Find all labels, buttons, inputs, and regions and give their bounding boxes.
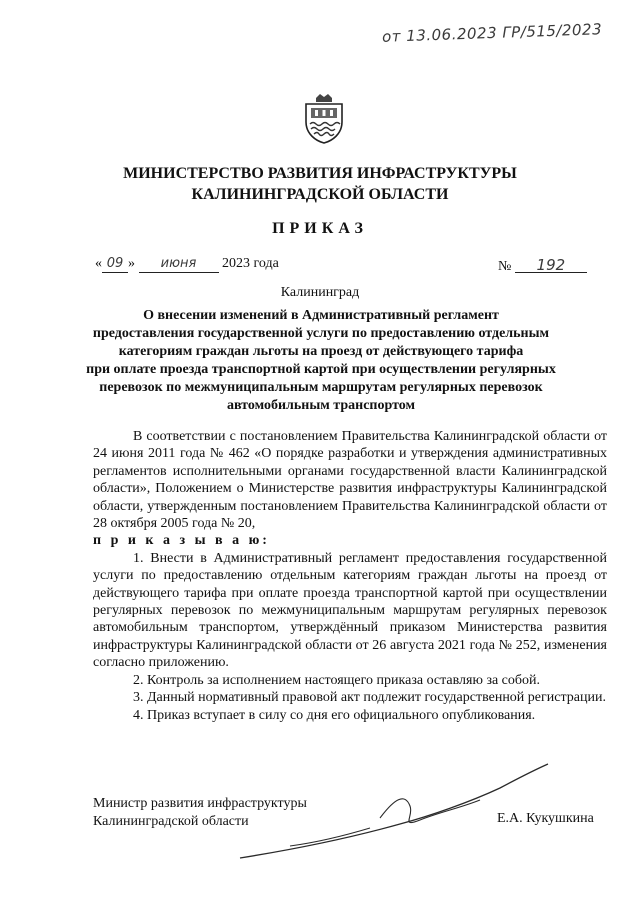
number-field bbox=[515, 256, 587, 273]
signer-name: Е.А. Кукушкина bbox=[497, 811, 594, 826]
date-month-field bbox=[139, 256, 219, 273]
order-word: п р и к а з ы в а ю: bbox=[93, 533, 270, 549]
number-value: 192 bbox=[536, 256, 566, 274]
date-year: 2023 года bbox=[222, 256, 279, 271]
document-type-title: ПРИКАЗ bbox=[272, 220, 368, 237]
order-subject bbox=[80, 307, 562, 415]
date-close-quote: » bbox=[128, 256, 135, 271]
subject-line: категориям граждан льготы на проезд от действующего тарифа bbox=[118, 344, 524, 359]
preamble: В соответствии с постановлением Правительства Калининградской области от 24 июня 2011 года № 462 «О порядке разработки и утверждения административных регламентов исполнительными органами государственной власти Калининградской области», Положением о Министерстве развития инфраструктуры Калининградской области, утвержденным постановлением Правительства Калининградской области от 28 октября 2005 года № 20, bbox=[93, 429, 607, 532]
signer-position-line1: Министр развития инфраструктуры bbox=[93, 796, 307, 811]
order-item: 2. Контроль за исполнением настоящего приказа оставляю за собой. bbox=[133, 672, 541, 688]
subject-line: О внесении изменений в Административный регламент bbox=[143, 308, 499, 323]
number-label: № bbox=[498, 259, 512, 274]
ministry-name-line2: КАЛИНИНГРАДСКОЙ ОБЛАСТИ bbox=[191, 186, 449, 203]
date-open-quote: « bbox=[95, 256, 102, 271]
subject-line: автомобильным транспортом bbox=[226, 398, 416, 413]
date-day: 09 bbox=[106, 256, 124, 271]
date-month: июня bbox=[160, 256, 197, 271]
registration-note: от 13.06.2023 ГР/515/2023 bbox=[381, 20, 603, 46]
order-item: 3. Данный нормативный правовой акт подлежит государственной регистрации. bbox=[133, 690, 606, 706]
order-body bbox=[93, 428, 607, 724]
signer-position-line2: Калининградской области bbox=[93, 814, 249, 829]
city: Калининград bbox=[280, 285, 360, 300]
coat-of-arms-emblem-icon bbox=[302, 92, 346, 144]
order-number bbox=[498, 256, 587, 275]
subject-line: при оплате проезда транспортной картой при осуществлении регулярных bbox=[86, 362, 556, 377]
ministry-name-line1: МИНИСТЕРСТВО РАЗВИТИЯ ИНФРАСТРУКТУРЫ bbox=[123, 165, 517, 182]
order-item: 4. Приказ вступает в силу со дня его официального опубликования. bbox=[133, 707, 536, 723]
subject-line: предоставления государственной услуги по предоставлению отдельным bbox=[92, 326, 550, 341]
order-date bbox=[95, 256, 279, 273]
order-item: 1. Внести в Административный регламент предоставления государственной услуги по предоставлению отдельным категориям граждан льготы на проезд от действующего тарифа при оплате проезда транспортной картой при осуществлении регулярных перевозок по межмуниципальным маршрутам регулярных перевозок автомобильным транспортом, утверждённый приказом Министерства развития инфраструктуры Калининградской области от 26 августа 2021 года № 252, изменения согласно приложению. bbox=[93, 550, 607, 671]
date-day-field bbox=[102, 256, 128, 273]
subject-line: перевозок по межмуниципальным маршрутам регулярных перевозок bbox=[99, 380, 543, 395]
